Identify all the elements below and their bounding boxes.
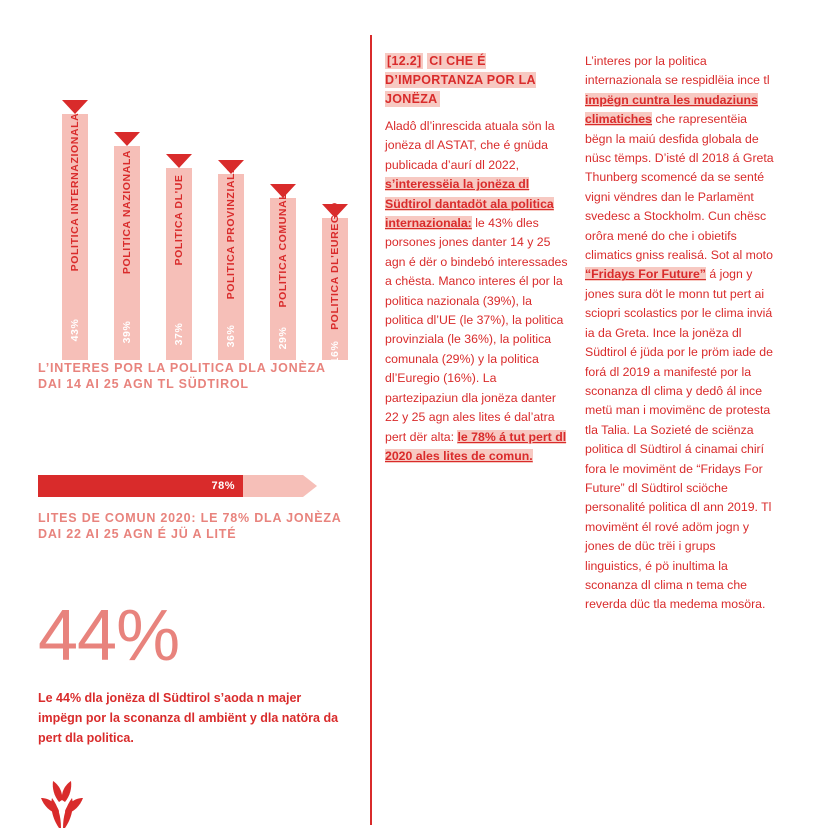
section-kicker	[385, 52, 570, 109]
bar-politica-nazionala	[114, 132, 140, 360]
bar-category-label: POLITICA DL'UE	[173, 174, 185, 266]
bar-stem	[114, 146, 140, 360]
bar-politica-provinziala	[218, 160, 244, 360]
bar-stem	[322, 202, 348, 364]
turnout-caption: LITES DE COMUN 2020: LE 78% DLA JONÈZA DAI 22 AI 25 AGN É JÜ A LITÉ	[38, 511, 342, 541]
turnout-arrow	[38, 475, 348, 497]
bar-value-label: 37%	[173, 322, 185, 346]
bar-arrow-tip	[166, 154, 192, 168]
bar-stem	[166, 168, 192, 360]
leaf-icon	[38, 780, 86, 835]
middle-highlight-2: le 78% á tut pert dl 2020 ales lites de comun.	[385, 429, 567, 463]
interest-bar-chart	[38, 40, 348, 364]
bar-politica-euregio	[322, 202, 348, 364]
right-para-b: che rapresentëia bëgn la maiú desfida globala de nüsc tëmps. D’isté dl 2018 á Greta Thunberg scomencé da se senté vigni vëndres dan le Parlamënt svedesc a Stockholm. Cun chësc orôra mené do che i obietifs climatics gniss realisá. Sot al moto	[585, 112, 774, 263]
bar-category-label: POLITICA DL'EUREGIO	[329, 202, 341, 330]
turnout-arrow-tip	[303, 475, 317, 497]
bar-politica-ue	[166, 154, 192, 360]
bar-arrow-tip	[114, 132, 140, 146]
bar-category-label: POLITICA INTERNAZIONALA	[69, 112, 81, 272]
big-stat-description: Le 44% dla jonëza dl Südtirol s’aoda n majer impëgn por la sconanza dl ambiënt y dla natöra da pert dla politica.	[38, 691, 339, 745]
bar-category-label: POLITICA COMUNALA	[277, 184, 289, 308]
bar-stem	[270, 184, 296, 360]
right-highlight-2: “Fridays For Future”	[585, 267, 706, 282]
left-column	[38, 40, 348, 800]
bar-stem	[218, 164, 244, 360]
bar-value-label: 36%	[225, 324, 237, 348]
bar-value-label: 39%	[121, 320, 133, 344]
middle-para-1b: le 43% dles porsones jones danter 14 y 25 agn é dër o bindebó interessades a chësta. Manco interes él por la politica nazionala (39%), la politica dl’UE (le 37%), la politica provinziala (le 36%), la politica comunala (29%) y la politica dl’Euregio (16%). La partezipaziun dla jonëza danter 22 y 25 agn ales lites é dal’atra pert dër alta:	[385, 216, 568, 444]
chart-caption: L’INTERES POR LA POLITICA DLA JONÈZA DAI 14 AI 25 AGN TL SÜDTIROL	[38, 361, 326, 391]
turnout-value-label: 78%	[211, 480, 235, 492]
right-para-c: á jogn y jones sura döt le monn tut pert ai sciopri scolastics por le clima inviá ia da Greta. Ince la jonëza dl Südtirol é jüda por le pröm iade de forá dl 2019 a manifesté por la sconanza dl clima y dedô ál ince metü man i movimënc de protesta tla Talia. La Sozieté de sciënza politica dl Südtirol á cinamai chirí fora le movimënt de “Fridays For Future” dl Südtirol sciöche personalité politica dl ann 2019. Tl movimënt él rové adöm jogn y jones de düc trëi i grups linguistics, é pö inultima la sconanza dl clima n tema che reverda düc tla medema mosöra.	[585, 267, 773, 612]
middle-para-1a: Aladô dl’inrescida atuala sön la jonëza dl ASTAT, che é gnüda publicada d’aurí dl 2022,	[385, 119, 555, 172]
middle-column	[385, 52, 570, 466]
bar-politica-internazionala	[62, 100, 88, 360]
bar-stem	[62, 114, 88, 360]
right-para-a: L’interes por la politica internazionala se respidlëia ince tl	[585, 54, 770, 88]
middle-body-text	[385, 117, 570, 466]
big-stat-block	[38, 596, 348, 748]
turnout-chart	[38, 475, 348, 542]
bar-politica-comunala	[270, 184, 296, 360]
right-body-text	[585, 52, 775, 615]
turnout-bar-rest	[243, 475, 303, 497]
bar-value-label: 16%	[329, 340, 341, 364]
bar-value-label: 29%	[277, 326, 289, 350]
bar-category-label: POLITICA NAZIONALA	[121, 149, 133, 275]
right-column	[585, 52, 775, 615]
turnout-bar-fill	[38, 475, 243, 497]
bar-value-label: 43%	[69, 318, 81, 342]
middle-highlight-1: s’interessëia la jonëza dl Südtirol dantadöt ala politica internazionala:	[385, 177, 554, 231]
column-divider	[370, 35, 372, 825]
section-number: [12.2]	[387, 54, 422, 68]
section-title: CI CHE É D’IMPORTANZA POR LA JONËZA	[385, 54, 536, 106]
big-stat-number: 44%	[38, 596, 180, 676]
right-highlight-1: impëgn cuntra les mudaziuns climatiches	[585, 92, 758, 127]
bar-category-label: POLITICA PROVINZIALA	[225, 164, 237, 300]
